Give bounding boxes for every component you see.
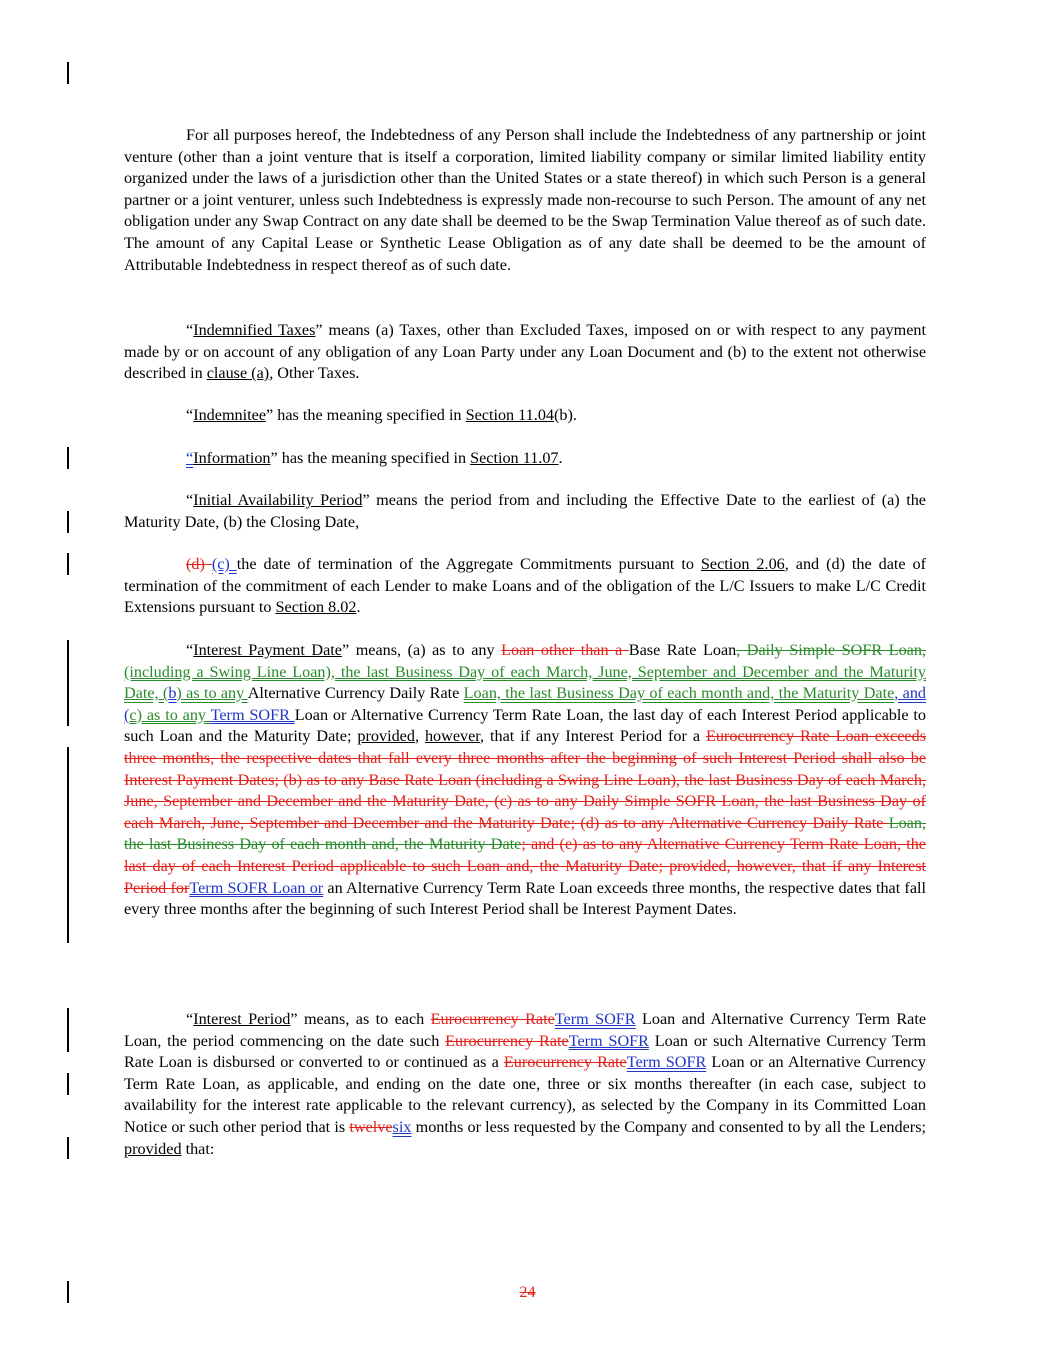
body-text: Loan and Alternative Currency Term Rate Loan, the period commencing on the date such [124, 1010, 927, 1050]
body-text: ” has the meaning specified in [270, 449, 471, 467]
deleted-text: provided [669, 856, 727, 875]
quote-mark: “ [186, 641, 194, 659]
definition-interest-payment-date [124, 640, 926, 921]
body-text: . [356, 598, 361, 617]
inserted-quote-mark: “ [186, 449, 194, 467]
deleted-text: however [736, 856, 792, 875]
definition-initial-availability-period [124, 490, 926, 533]
body-text: , and (d) the date of termination of the commitment of each Lender to make Loans and of the obligation of the L/C Issuers to make L/C Credit Extensions pursuant to [124, 555, 927, 617]
body-text: . [558, 449, 563, 467]
body-text: months or less requested by the Company and consented to by all the Lenders; [411, 1117, 926, 1136]
body-text: that: [181, 1139, 215, 1158]
body-text: Loan or such Alternative Currency Term Rate Loan is disbursed or converted to or continued as a [124, 1031, 926, 1072]
inserted-text: Term SOFR [210, 705, 295, 724]
body-text: , that if any Interest Period for a [480, 727, 706, 746]
body-text: Loan or Alternative Currency Term Rate Loan, the last day of each Interest Period applicable to such Loan and the Maturity Date; [124, 705, 926, 746]
paragraph-indebtedness [124, 125, 926, 276]
inserted-text: Term SOFR [554, 1010, 636, 1028]
cross-reference: Section 8.02 [275, 598, 357, 617]
moved-deleted-text: Loan, the last Business Day of each month and, the Maturity Date [124, 813, 926, 854]
definition-indemnified-taxes [124, 320, 926, 385]
change-bar [67, 1137, 69, 1159]
body-text: Base Rate Loan [628, 641, 737, 659]
cross-reference: clause (a) [206, 364, 270, 383]
change-bar [67, 1008, 69, 1052]
emphasis-provided: provided [124, 1139, 182, 1158]
deleted-text: Loan other than a [501, 641, 629, 659]
deleted-text: Eurocurrency Rate Loan exceeds three months, the respective dates that fall every three months after the beginning of such Interest Period shall also be Interest Payment Dates; (b) as to any Base Rate Loan (including a Swing Line Loan), the last Business Day of each March, June, September and December and the Maturity Date, (c) as to any Daily Simple SOFR Loan, the last Business Day of each March, June, September and December and the Maturity Date; (d) as to any Alternative Currency Daily Rate [124, 727, 926, 832]
change-bar [67, 511, 69, 533]
body-text: Alternative Currency Daily Rate [247, 684, 464, 703]
body-text: , [414, 727, 425, 746]
change-bar [67, 640, 69, 726]
change-bar [67, 62, 69, 84]
body-text: ” means, (a) as to any [341, 641, 502, 659]
inserted-text: Term SOFR [568, 1031, 649, 1050]
body-text: the date of termination of the Aggregate Commitments pursuant to [236, 555, 701, 573]
defined-term: Indemnitee [193, 406, 266, 424]
deleted-text: , [726, 856, 737, 875]
moved-inserted-text: ) as to any [136, 705, 211, 724]
moved-inserted-text: ) as to any [176, 684, 248, 703]
quote-mark: “ [186, 406, 194, 424]
body-text: , Other Taxes. [269, 364, 360, 383]
inserted-text: (c) [211, 555, 237, 573]
defined-term: Initial Availability Period [193, 491, 363, 509]
deleted-text: twelve [349, 1117, 393, 1136]
change-bar [67, 447, 69, 469]
body-text: (b). [554, 406, 577, 424]
initial-availability-continuation [124, 554, 926, 619]
body-text: ” means the period from and including the Effective Date to the earliest of (a) the Maturity Date, (b) the Closing Date, [124, 491, 926, 531]
moved-deleted-text: , Daily Simple SOFR Loan, [736, 641, 927, 659]
deleted-text: , that if any Interest Period for [124, 856, 926, 897]
change-bar [67, 1073, 69, 1095]
cross-reference: Section 11.04 [465, 406, 555, 424]
body-text: ” has the meaning specified in [266, 406, 466, 424]
cross-reference: Section 11.07 [470, 449, 559, 467]
emphasis-however: however [424, 727, 481, 746]
moved-inserted-text: Loan, the last Business Day of each month and, the Maturity Date [463, 684, 895, 703]
definition-indemnitee [124, 405, 926, 427]
deleted-text: (d) [186, 555, 212, 573]
defined-term: Interest Payment Date [193, 641, 342, 659]
inserted-text: b [168, 684, 177, 703]
deleted-text: ; and (e) as to any Alternative Currency Term Rate Loan, the last day of each Interest Period applicable to such Loan and, the Maturity Date; [124, 835, 926, 875]
defined-term: Indemnified Taxes [193, 321, 316, 339]
inserted-text: Term SOFR [626, 1053, 707, 1072]
deleted-text: Eurocurrency Rate [503, 1053, 627, 1072]
defined-term: Interest Period [193, 1010, 291, 1028]
quote-mark: “ [186, 1010, 194, 1028]
page-number: 24 [519, 1283, 536, 1301]
cross-reference: Section 2.06 [700, 555, 785, 573]
change-bar [67, 553, 69, 575]
inserted-text: , and ( [124, 684, 927, 724]
quote-mark: “ [186, 321, 194, 339]
defined-term: Information [193, 449, 271, 467]
moved-inserted-text: (including a Swing Line Loan), the last Business Day of each March, June, September and December and the Maturity Date, ( [124, 662, 926, 703]
definition-information [124, 448, 926, 470]
body-text: For all purposes hereof, the Indebtedness of any Person shall include the Indebtedness of any partnership or joint venture (other than a joint venture that is itself a corporation, limited liability company or similar limited liability entity organized under the laws of a jurisdiction other than the United States or a state thereof) in which such Person is a general partner or a joint venturer, unless such Indebtedness is expressly made non-recourse to such Person. The amount of any net obligation under any Swap Contract on any date shall be deemed to be the Swap Termination Value thereof as of such date. The amount of any Capital Lease or Synthetic Lease Obligation as of any date shall be deemed to be the amount of Attributable Indebtedness in respect thereof as of such date. [124, 126, 926, 274]
quote-mark: “ [186, 491, 194, 509]
body-text: an Alternative Currency Term Rate Loan exceeds three months, the respective dates that fall every three months after the beginning of such Interest Period shall be Interest Payment Dates. [124, 878, 927, 919]
deleted-text: Eurocurrency Rate [445, 1031, 569, 1050]
emphasis-provided: provided [357, 727, 415, 746]
inserted-text: six [392, 1117, 412, 1136]
body-text: Loan or an Alternative Currency Term Rate Loan, as applicable, and ending on the date one, three or six months thereafter (in each case, subject to availability for the interest rate applicable to the relevant currency), as selected by the Company in its Committed Loan Notice or such other period that is [124, 1053, 926, 1136]
definition-interest-period [124, 1009, 926, 1160]
body-text: ” means (a) Taxes, other than Excluded Taxes, imposed on or with respect to any payment made by or on account of any obligation of any Loan Party under any Loan Document and (b) to the extent not otherwise described in [124, 321, 926, 383]
body-text: ” means, as to each [290, 1010, 431, 1028]
deleted-text: Eurocurrency Rate [430, 1010, 555, 1028]
inserted-text: Term SOFR Loan or [189, 878, 324, 897]
change-bar [67, 747, 69, 943]
moved-inserted-text: c [129, 705, 137, 724]
